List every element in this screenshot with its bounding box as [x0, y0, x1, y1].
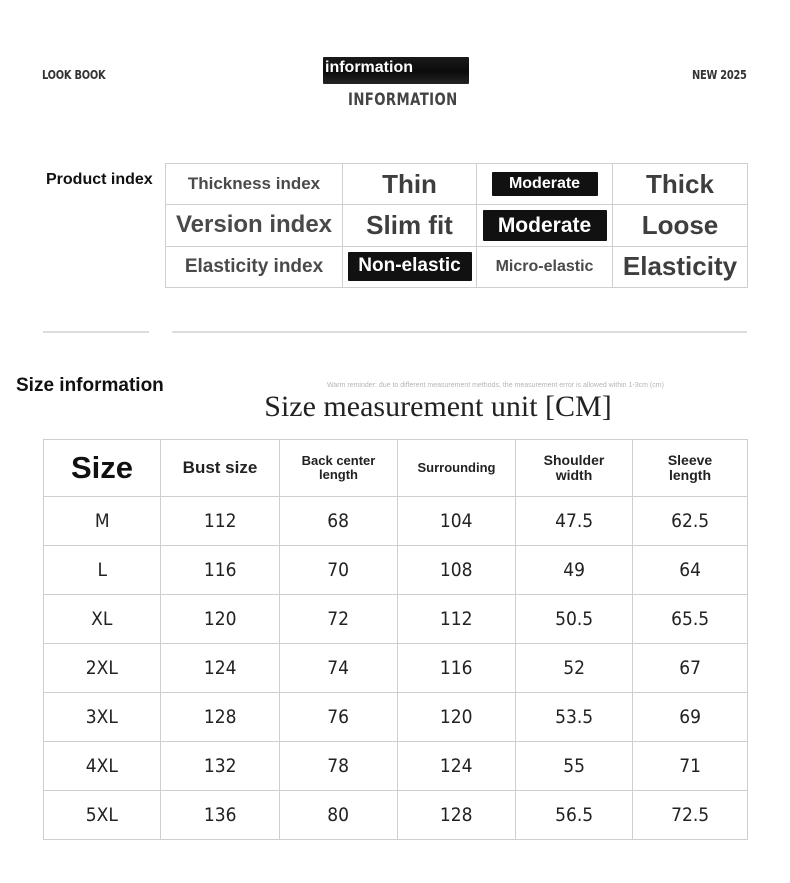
- table-row: [44, 693, 748, 742]
- header-back-center-length-text: Back center length: [301, 453, 376, 482]
- cell-value: 72: [327, 608, 350, 630]
- elasticity-row: [166, 246, 748, 287]
- elasticity-label: Elasticity index: [166, 246, 343, 287]
- cell-value: 124: [440, 755, 473, 777]
- cell-value: M: [94, 510, 110, 532]
- cell-value: 116: [203, 559, 237, 581]
- cell-value: 3XL: [85, 706, 119, 728]
- header-bust-size: Bust size: [161, 440, 280, 497]
- table-row: [44, 595, 748, 644]
- elasticity-option-elasticity: Elasticity: [613, 246, 748, 287]
- cell-shoulder-width: [516, 742, 633, 791]
- header-left-label: LOOK BOOK: [42, 68, 106, 82]
- cell-value: 2XL: [85, 657, 119, 679]
- cell-bust-size: [161, 791, 280, 840]
- version-option-loose: Loose: [613, 205, 748, 246]
- cell-size: [44, 497, 161, 546]
- cell-size: [44, 644, 161, 693]
- cell-value: 62.5: [670, 510, 710, 532]
- cell-value: 69: [679, 706, 701, 728]
- cell-size: [44, 791, 161, 840]
- header-sleeve-length: [633, 440, 748, 497]
- cell-back-center-length: [280, 791, 398, 840]
- thickness-option-thin: Thin: [343, 164, 477, 205]
- cell-back-center-length: [280, 644, 398, 693]
- cell-sleeve-length: [633, 791, 748, 840]
- cell-surrounding: [398, 497, 516, 546]
- cell-sleeve-length: [633, 644, 748, 693]
- header-size: Size: [44, 440, 161, 497]
- cell-surrounding: [398, 644, 516, 693]
- header-back-center-length: [280, 440, 398, 497]
- version-option-slim-fit: Slim fit: [343, 205, 477, 246]
- table-row: [44, 497, 748, 546]
- cell-value: 136: [203, 804, 237, 826]
- cell-value: 74: [327, 657, 350, 679]
- cell-value: 72.5: [670, 804, 710, 826]
- cell-bust-size: [161, 693, 280, 742]
- cell-sleeve-length: [633, 693, 748, 742]
- size-info-note: Warm reminder: due to different measurement methods, the measurement error is allowed within 1-3cm (cm): [327, 382, 664, 389]
- cell-shoulder-width: [516, 791, 633, 840]
- cell-value: 55: [563, 755, 585, 777]
- version-row: [166, 205, 748, 246]
- section-divider-right: [172, 331, 747, 333]
- cell-surrounding: [398, 742, 516, 791]
- header-banner: information: [323, 57, 469, 84]
- cell-value: 132: [203, 755, 237, 777]
- cell-value: 120: [440, 706, 473, 728]
- cell-value: 116: [440, 657, 473, 679]
- cell-value: 71: [679, 755, 701, 777]
- cell-value: 80: [327, 804, 350, 826]
- size-table-body: [44, 497, 748, 840]
- thickness-row: [166, 164, 748, 205]
- cell-bust-size: [161, 742, 280, 791]
- cell-shoulder-width: [516, 595, 633, 644]
- cell-size: [44, 693, 161, 742]
- table-row: [44, 791, 748, 840]
- cell-bust-size: [161, 546, 280, 595]
- cell-value: 76: [327, 706, 350, 728]
- cell-surrounding: [398, 693, 516, 742]
- cell-back-center-length: [280, 742, 398, 791]
- version-option-moderate: [477, 205, 613, 246]
- cell-value: 4XL: [85, 755, 119, 777]
- header-subtitle: INFORMATION: [348, 90, 458, 110]
- cell-value: 67: [679, 657, 701, 679]
- size-table-header-row: [44, 440, 748, 497]
- section-divider-left: [43, 331, 149, 333]
- cell-value: 104: [440, 510, 473, 532]
- cell-shoulder-width: [516, 644, 633, 693]
- thickness-option-moderate: [477, 164, 613, 205]
- cell-shoulder-width: [516, 546, 633, 595]
- cell-value: 128: [440, 804, 473, 826]
- header-shoulder-width: [516, 440, 633, 497]
- cell-surrounding: [398, 546, 516, 595]
- cell-back-center-length: [280, 595, 398, 644]
- header-surrounding: Surrounding: [398, 440, 516, 497]
- product-index-title: Product index: [46, 171, 153, 188]
- cell-value: 5XL: [85, 804, 119, 826]
- cell-bust-size: [161, 595, 280, 644]
- cell-bust-size: [161, 644, 280, 693]
- header-sleeve-length-text: Sleeve length: [667, 452, 713, 483]
- cell-shoulder-width: [516, 693, 633, 742]
- thickness-selected-pill: Moderate: [492, 172, 598, 196]
- cell-value: 50.5: [554, 608, 594, 630]
- cell-value: 68: [327, 510, 350, 532]
- cell-sleeve-length: [633, 595, 748, 644]
- cell-value: 70: [327, 559, 350, 581]
- cell-bust-size: [161, 497, 280, 546]
- table-row: [44, 546, 748, 595]
- cell-shoulder-width: [516, 497, 633, 546]
- cell-size: [44, 546, 161, 595]
- cell-value: 128: [203, 706, 237, 728]
- product-index-table: [165, 163, 748, 288]
- cell-surrounding: [398, 791, 516, 840]
- elasticity-option-non-elastic: [343, 246, 477, 287]
- cell-size: [44, 595, 161, 644]
- cell-value: 52: [563, 657, 585, 679]
- cell-value: 120: [203, 608, 237, 630]
- cell-value: L: [97, 559, 107, 581]
- cell-value: 112: [440, 608, 473, 630]
- cell-value: 78: [327, 755, 350, 777]
- size-table: [43, 439, 748, 840]
- table-row: [44, 742, 748, 791]
- cell-back-center-length: [280, 546, 398, 595]
- header-shoulder-width-text: Shoulder width: [543, 452, 605, 483]
- cell-sleeve-length: [633, 742, 748, 791]
- cell-value: 112: [203, 510, 237, 532]
- cell-value: 108: [440, 559, 473, 581]
- cell-sleeve-length: [633, 497, 748, 546]
- size-unit-heading: Size measurement unit [CM]: [264, 390, 612, 423]
- cell-value: 53.5: [554, 706, 594, 728]
- version-label: Version index: [166, 205, 343, 246]
- cell-value: 64: [679, 559, 701, 581]
- cell-value: 56.5: [554, 804, 594, 826]
- cell-sleeve-length: [633, 546, 748, 595]
- cell-value: 49: [563, 559, 585, 581]
- elasticity-option-micro-elastic: Micro-elastic: [477, 246, 613, 287]
- size-info-title: Size information: [16, 375, 164, 396]
- cell-value: XL: [91, 608, 113, 630]
- cell-size: [44, 742, 161, 791]
- cell-value: 47.5: [554, 510, 594, 532]
- version-selected-pill: Moderate: [483, 210, 607, 241]
- cell-back-center-length: [280, 693, 398, 742]
- cell-surrounding: [398, 595, 516, 644]
- thickness-option-thick: Thick: [613, 164, 748, 205]
- cell-value: 65.5: [670, 608, 710, 630]
- cell-value: 124: [203, 657, 237, 679]
- elasticity-selected-pill: Non-elastic: [348, 252, 472, 281]
- header-right-label: NEW 2025: [692, 68, 747, 82]
- table-row: [44, 644, 748, 693]
- thickness-label: Thickness index: [166, 164, 343, 205]
- cell-back-center-length: [280, 497, 398, 546]
